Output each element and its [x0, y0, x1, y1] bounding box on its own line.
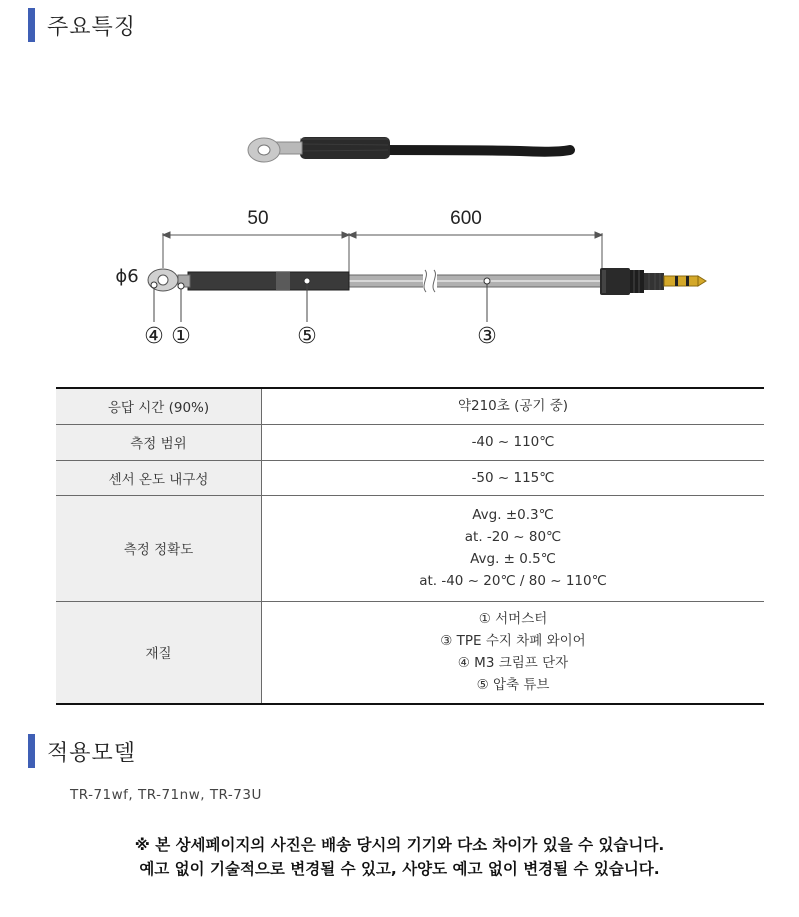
spec-value [262, 601, 765, 704]
spec-value [262, 495, 765, 601]
table-row [56, 424, 764, 460]
table-row [56, 460, 764, 495]
spec-value-line: at. -20 ~ 80℃ [464, 529, 562, 545]
features-title: 주요특징 [47, 14, 137, 40]
spec-value-line: -40 ~ 110℃ [471, 434, 555, 450]
spec-value-line: Avg. ±0.3℃ [472, 507, 554, 523]
diameter-label: ϕ6 [115, 266, 139, 287]
model-list: TR-71wf, TR-71nw, TR-73U [70, 787, 262, 803]
spec-value-line: ④ M3 크림프 단자 [457, 655, 569, 672]
callout-5: ⑤ [297, 324, 317, 349]
spec-value-line: 약210초 (공기 중) [457, 398, 569, 415]
table-row [56, 495, 764, 601]
models-heading [28, 734, 136, 768]
notice-line: ※ 본 상세페이지의 사진은 배송 당시의 기기와 다소 차이가 있을 수 있습니다. [134, 836, 665, 854]
table-row [56, 601, 764, 704]
notice-line: 예고 없이 기술적으로 변경될 수 있고, 사양도 예고 없이 변경될 수 있습니다. [139, 860, 660, 878]
spec-value-line: ⑤ 압축 튜브 [476, 677, 550, 694]
sensor-photo [248, 137, 570, 162]
callout-4: ④ [144, 324, 164, 349]
spec-value-line: ③ TPE 수지 차폐 와이어 [440, 633, 586, 650]
spec-label: 센서 온도 내구성 [56, 460, 262, 495]
spec-value [262, 388, 765, 424]
features-heading [28, 8, 136, 42]
models-title: 적용모델 [47, 740, 137, 766]
spec-label: 측정 정확도 [56, 495, 262, 601]
sensor-diagram [0, 120, 799, 360]
dimension-label-right: 600 [450, 208, 482, 229]
heading-accent-bar [28, 8, 35, 42]
dimension-label-left: 50 [247, 208, 269, 229]
callout-3: ③ [477, 324, 497, 349]
spec-value-line: ① 서머스터 [478, 611, 548, 628]
spec-label: 재질 [56, 601, 262, 704]
heading-accent-bar [28, 734, 35, 768]
spec-value-line: -50 ~ 115℃ [471, 469, 555, 486]
spec-value [262, 424, 765, 460]
spec-table [56, 387, 764, 705]
spec-value [262, 460, 765, 495]
spec-label: 응답 시간 (90%) [56, 388, 262, 424]
spec-label: 측정 범위 [56, 424, 262, 460]
table-row [56, 388, 764, 424]
sensor-schematic [148, 268, 706, 295]
spec-value-line: Avg. ± 0.5℃ [470, 551, 556, 567]
notice [0, 833, 799, 881]
callout-1: ① [171, 324, 191, 349]
spec-value-line: at. -40 ~ 20℃ / 80 ~ 110℃ [419, 573, 607, 589]
